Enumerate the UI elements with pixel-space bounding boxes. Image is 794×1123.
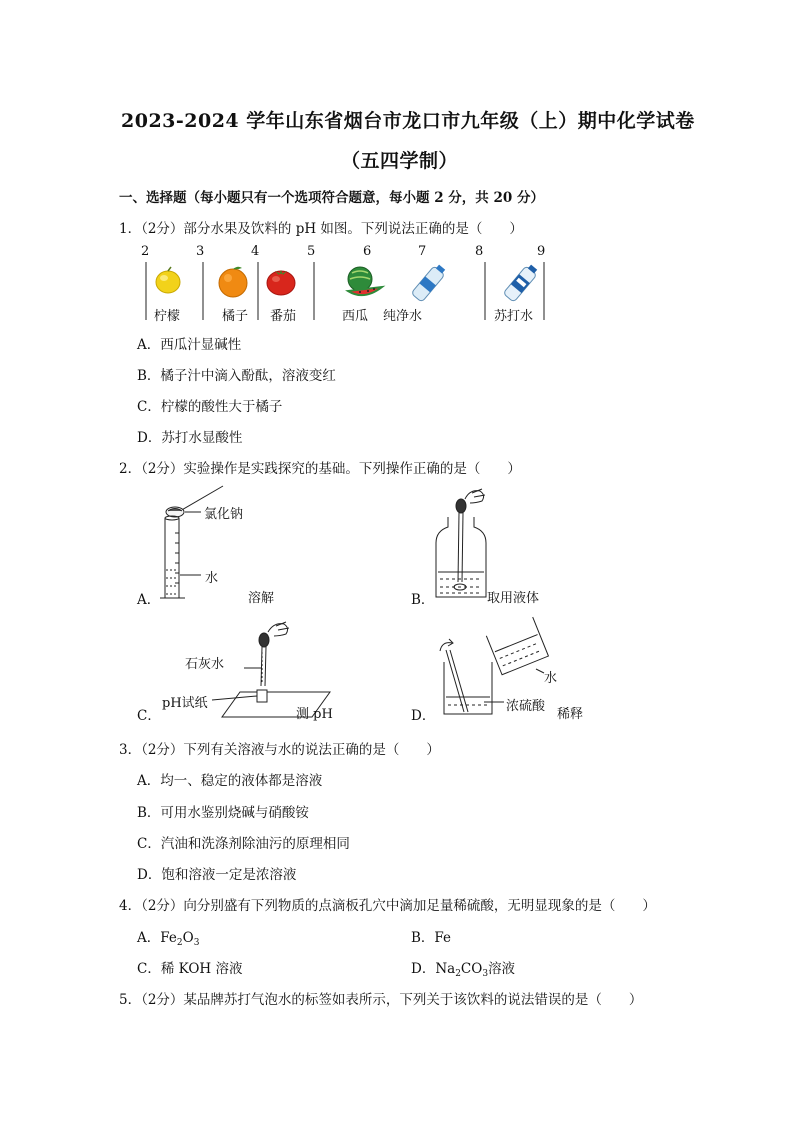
question-2-option-b[interactable]: B． [411, 592, 435, 608]
label-sodium-chloride: 氯化钠 [204, 507, 244, 522]
label-water: 水 [205, 571, 219, 586]
label-ph-paper: pH试纸 [162, 696, 208, 711]
question-3-option-c[interactable]: C．汽油和洗涤剂除油污的原理相同 [137, 836, 350, 852]
item-label-orange: 橘子 [222, 309, 249, 324]
section-header: 一、选择题（每小题只有一个选项符合题意，每小题 2 分，共 20 分） [119, 190, 544, 206]
tomato-icon [265, 264, 297, 296]
ph-tick: 3 [196, 244, 205, 259]
ph-test-figure [220, 620, 360, 720]
label-limewater: 石灰水 [185, 657, 225, 672]
page-title: 2023-2024 学年山东省烟台市龙口市九年级（上）期中化学试卷 [121, 110, 695, 132]
question-1-option-a[interactable]: A．西瓜汁显碱性 [137, 337, 242, 353]
question-4-option-b[interactable]: B．Fe [411, 930, 452, 946]
lemon-icon [153, 265, 183, 295]
question-2-option-c[interactable]: C． [137, 708, 161, 724]
question-5-stem: 5．（2分）某品牌苏打气泡水的标签如表所示，下列关于该饮料的说法错误的是（ ） [119, 992, 643, 1008]
item-label-tomato: 番茄 [270, 309, 297, 324]
item-label-watermelon: 西瓜 [342, 309, 369, 324]
watermelon-icon [344, 265, 386, 301]
ph-tick: 7 [418, 244, 427, 259]
ph-tick: 6 [363, 244, 372, 259]
question-1-option-b[interactable]: B．橘子汁中滴入酚酞，溶液变红 [137, 368, 336, 384]
question-3-option-a[interactable]: A．均一、稳定的液体都是溶液 [137, 773, 323, 789]
ph-tick: 8 [475, 244, 484, 259]
question-4-stem: 4．（2分）向分别盛有下列物质的点滴板孔穴中滴加足量稀硫酸，无明显现象的是（ ） [119, 898, 656, 914]
water-bottle-icon [408, 262, 448, 306]
caption-taking-liquid: 取用液体 [487, 591, 540, 606]
question-4-option-a[interactable]: A．$Fe_2O_3$ [137, 930, 200, 948]
question-3-stem: 3．（2分）下列有关溶液与水的说法正确的是（ ） [119, 742, 440, 758]
question-4-option-c[interactable]: C．稀 KOH 溶液 [137, 961, 243, 977]
question-1-option-d[interactable]: D．苏打水显酸性 [137, 430, 243, 446]
ph-tick: 5 [307, 244, 316, 259]
question-2-option-d[interactable]: D． [411, 708, 436, 724]
item-label-soda-water: 苏打水 [494, 309, 534, 324]
ph-tick: 9 [537, 244, 546, 259]
question-3-option-d[interactable]: D．饱和溶液一定是浓溶液 [137, 867, 297, 883]
page-subtitle: （五四学制） [341, 150, 459, 172]
orange-icon [216, 264, 250, 298]
caption-dilution: 稀释 [557, 707, 584, 722]
item-label-pure-water: 纯净水 [383, 309, 423, 324]
question-2-stem: 2．（2分）实验操作是实践探究的基础。下列操作正确的是（ ） [119, 461, 521, 477]
question-1-option-c[interactable]: C．柠檬的酸性大于橘子 [137, 399, 283, 415]
caption-measure-ph: 测 pH [296, 707, 333, 722]
question-1-stem: 1．（2分）部分水果及饮料的 pH 如图。下列说法正确的是（ ） [119, 221, 523, 237]
dropper-in-bottle-figure [430, 487, 510, 602]
ph-tick: 4 [251, 244, 260, 259]
question-2-option-a[interactable]: A． [137, 592, 161, 608]
question-3-option-b[interactable]: B．可用水鉴别烧碱与硝酸铵 [137, 805, 309, 821]
label-conc-sulfuric-acid: 浓硫酸 [506, 699, 546, 714]
soda-water-bottle-icon [500, 262, 540, 306]
label-water-d: 水 [544, 671, 558, 686]
item-label-lemon: 柠檬 [154, 309, 181, 324]
question-4-option-d[interactable]: D．$Na_2CO_3$溶液 [411, 961, 516, 979]
ph-tick: 2 [141, 244, 150, 259]
caption-dissolving: 溶解 [248, 591, 275, 606]
